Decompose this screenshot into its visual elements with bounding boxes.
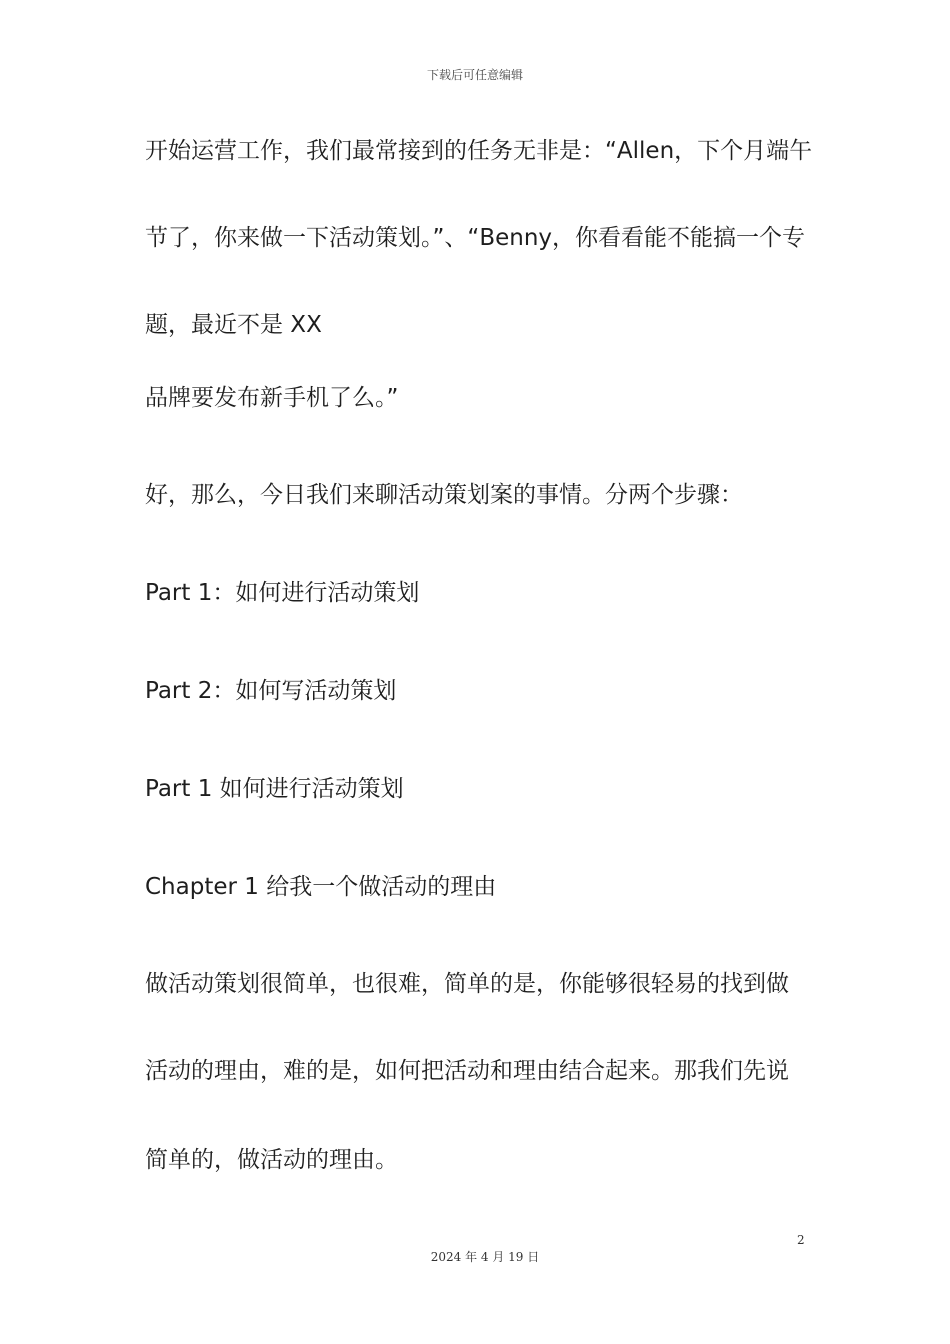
part-1-heading: Part 1：如何进行活动策划 bbox=[145, 580, 420, 606]
chapter-1-title: Chapter 1 给我一个做活动的理由 bbox=[145, 874, 497, 900]
body-line-1: 开始运营工作，我们最常接到的任务无非是：“Allen，下个月端午 bbox=[145, 138, 813, 164]
part-2-heading: Part 2：如何写活动策划 bbox=[145, 678, 397, 704]
footer-date: 2024 年 4 月 19 日 bbox=[430, 1250, 540, 1264]
body-line-12: 简单的，做活动的理由。 bbox=[145, 1147, 398, 1173]
body-line-4: 品牌要发布新手机了么。” bbox=[145, 385, 399, 411]
body-line-10: 做活动策划很简单，也很难，简单的是，你能够很轻易的找到做 bbox=[145, 971, 789, 997]
body-line-11: 活动的理由，难的是，如何把活动和理由结合起来。那我们先说 bbox=[145, 1058, 789, 1084]
body-line-5: 好，那么，今日我们来聊活动策划案的事情。分两个步骤： bbox=[145, 482, 743, 508]
page-header: 下载后可任意编辑 bbox=[426, 68, 523, 82]
body-line-3: 题，最近不是 XX bbox=[145, 312, 322, 338]
page-number: 2 bbox=[797, 1233, 805, 1247]
part-1-section-title: Part 1 如何进行活动策划 bbox=[145, 776, 404, 802]
body-line-2: 节了，你来做一下活动策划。”、“Benny，你看看能不能搞一个专 bbox=[145, 225, 806, 251]
